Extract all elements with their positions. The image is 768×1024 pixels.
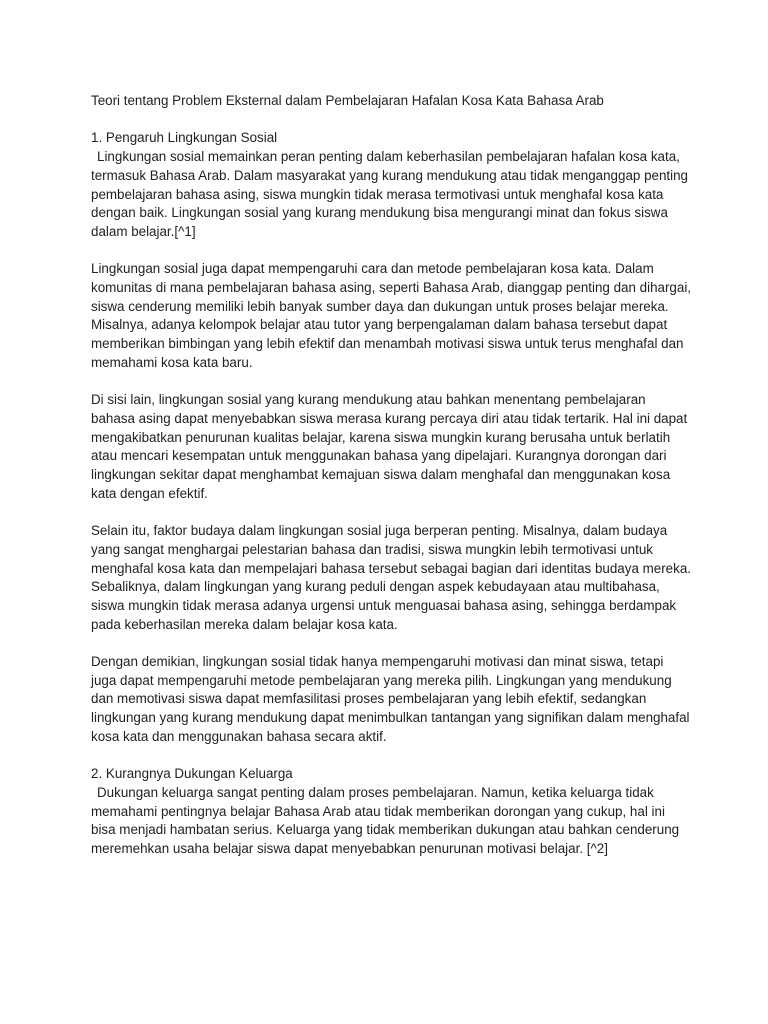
paragraph: Lingkungan sosial juga dapat mempengaruhi cara dan metode pembelajaran kosa kata. Dalam komunitas di mana pembelajaran bahasa asing, seperti Bahasa Arab, dianggap penting dan dihargai, siswa cenderung memiliki lebih banyak sumber daya dan dukungan untuk proses belajar mereka. Misalnya, adanya kelompok belajar atau tutor yang berpengalaman dalam bahasa tersebut dapat memberikan bimbingan yang lebih efektif dan menambah motivasi siswa untuk terus menghafal dan memahami kosa kata baru. [91,261,692,370]
paragraph: Lingkungan sosial memainkan peran penting dalam keberhasilan pembelajaran hafalan kosa kata, termasuk Bahasa Arab. Dalam masyarakat yang kurang mendukung atau tidak menganggap penting pembelajaran bahasa asing, siswa mungkin tidak merasa termotivasi untuk menghafal kosa kata dengan baik. Lingkungan sosial yang kurang mendukung bisa mengurangi minat dan fokus siswa dalam belajar.[^1] [91,149,688,239]
paragraph: Dengan demikian, lingkungan sosial tidak hanya mempengaruhi motivasi dan minat siswa, tetapi juga dapat mempengaruhi metode pembelajaran yang mereka pilih. Lingkungan yang mendukung dan memotivasi siswa dapat memfasilitasi proses pembelajaran yang lebih efektif, sedangkan lingkungan yang kurang mendukung dapat menimbulkan tantangan yang signifikan dalam menghafal kosa kata dan menggunakan bahasa secara aktif. [91,654,690,744]
section-heading: 2. Kurangnya Dukungan Keluarga [91,766,293,782]
paragraph: Di sisi lain, lingkungan sosial yang kurang mendukung atau bahkan menentang pembelajaran bahasa asing dapat menyebabkan siswa merasa kurang percaya diri atau tidak tertarik. Hal ini dapat mengakibatkan penurunan kualitas belajar, karena siswa mungkin kurang berusaha untuk berlatih atau mencari kesempatan untuk menggunakan bahasa yang dipelajari. Kurangnya dorongan dari lingkungan sekitar dapat menghambat kemajuan siswa dalam menghafal dan menggunakan kosa kata dengan efektif. [91,392,688,501]
section-kurangnya-dukungan-keluarga [91,765,691,859]
paragraph: Dukungan keluarga sangat penting dalam proses pembelajaran. Namun, ketika keluarga tidak memahami pentingnya belajar Bahasa Arab atau tidak memberikan dorongan yang cukup, hal ini bisa menjadi hambatan serius. Keluarga yang tidak memberikan dukungan atau bahkan cenderung meremehkan usaha belajar siswa dapat menyebabkan penurunan motivasi belajar. [^2] [91,784,680,857]
section-pengaruh-lingkungan-sosial [91,129,691,746]
document-title: Teori tentang Problem Eksternal dalam Pembelajaran Hafalan Kosa Kata Bahasa Arab [91,93,604,108]
paragraph: Selain itu, faktor budaya dalam lingkungan sosial juga berperan penting. Misalnya, dalam budaya yang sangat menghargai pelestarian bahasa dan tradisi, siswa mungkin lebih termotivasi untuk menghafal kosa kata dan mempelajari bahasa tersebut sebagai bagian dari identitas budaya mereka. Sebaliknya, dalam lingkungan yang kurang peduli dengan aspek kebudayaan atau multibahasa, siswa mungkin tidak merasa adanya urgensi untuk menguasai bahasa asing, sehingga berdampak pada keberhasilan mereka dalam belajar kosa kata. [91,523,691,632]
section-heading: 1. Pengaruh Lingkungan Sosial [91,130,278,146]
document-page [91,92,691,877]
